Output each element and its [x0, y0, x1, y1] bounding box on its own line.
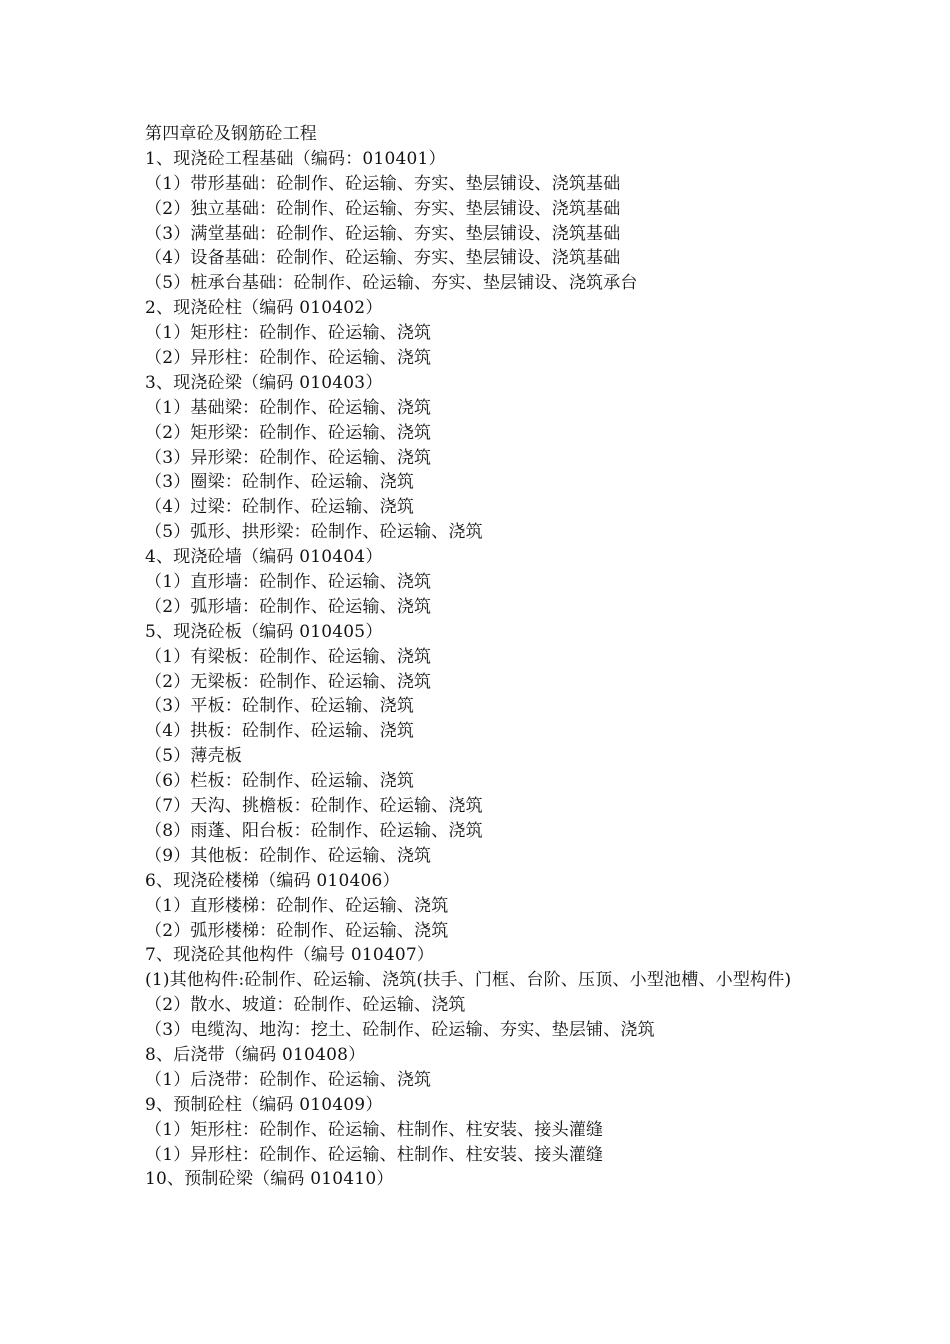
- page-title: 第四章砼及钢筋砼工程: [145, 124, 317, 144]
- section-heading: 4、现浇砼墙（编码 010404）: [145, 547, 383, 568]
- list-item: （1）矩形柱：砼制作、砼运输、柱制作、柱安装、接头灌缝: [145, 1119, 604, 1140]
- list-item: （4）设备基础：砼制作、砼运输、夯实、垫层铺设、浇筑基础: [145, 248, 621, 269]
- section-heading: 6、现浇砼楼梯（编码 010406）: [145, 870, 400, 891]
- list-item: （2）异形柱：砼制作、砼运输、浇筑: [145, 348, 432, 369]
- list-item: （6）栏板：砼制作、砼运输、浇筑: [145, 771, 415, 792]
- document-page: [145, 122, 825, 1192]
- list-item: （2）散水、坡道：砼制作、砼运输、浇筑: [145, 995, 466, 1016]
- list-item: （1）有梁板：砼制作、砼运输、浇筑: [145, 646, 432, 667]
- section-heading: 9、预制砼柱（编码 010409）: [145, 1094, 383, 1115]
- list-item: （1）异形柱：砼制作、砼运输、柱制作、柱安装、接头灌缝: [145, 1144, 604, 1165]
- section-heading: 5、现浇砼板（编码 010405）: [145, 621, 383, 642]
- list-item: （9）其他板：砼制作、砼运输、浇筑: [145, 845, 432, 866]
- list-item: （5）桩承台基础：砼制作、砼运输、夯实、垫层铺设、浇筑承台: [145, 273, 638, 294]
- list-item: （1）带形基础：砼制作、砼运输、夯实、垫层铺设、浇筑基础: [145, 173, 621, 194]
- list-item: （4）过梁：砼制作、砼运输、浇筑: [145, 497, 415, 518]
- list-item: （7）天沟、挑檐板：砼制作、砼运输、浇筑: [145, 796, 483, 817]
- list-item: （8）雨蓬、阳台板：砼制作、砼运输、浇筑: [145, 820, 483, 841]
- list-item: （2）无梁板：砼制作、砼运输、浇筑: [145, 671, 432, 692]
- section-heading: 2、现浇砼柱（编码 010402）: [145, 298, 383, 319]
- list-item: （2）矩形梁：砼制作、砼运输、浇筑: [145, 422, 432, 443]
- list-item: （1）直形楼梯：砼制作、砼运输、浇筑: [145, 895, 449, 916]
- section-heading: 1、现浇砼工程基础（编码：010401）: [145, 148, 446, 169]
- list-item: （5）弧形、拱形梁：砼制作、砼运输、浇筑: [145, 522, 483, 543]
- list-item: （5）薄壳板: [145, 746, 243, 767]
- list-item: （2）弧形墙：砼制作、砼运输、浇筑: [145, 596, 432, 617]
- list-item: （3）满堂基础：砼制作、砼运输、夯实、垫层铺设、浇筑基础: [145, 223, 621, 244]
- list-item: （3）异形梁：砼制作、砼运输、浇筑: [145, 447, 432, 468]
- section-heading: 8、后浇带（编码 010408）: [145, 1044, 366, 1065]
- list-item: （1）矩形柱：砼制作、砼运输、浇筑: [145, 323, 432, 344]
- list-item: （2）独立基础：砼制作、砼运输、夯实、垫层铺设、浇筑基础: [145, 198, 621, 219]
- section-heading: 7、现浇砼其他构件（编号 010407）: [145, 945, 435, 966]
- list-item: （3）圈梁：砼制作、砼运输、浇筑: [145, 472, 415, 493]
- section-heading: 10、预制砼梁（编码 010410）: [145, 1169, 394, 1190]
- list-item: （3）电缆沟、地沟：挖土、砼制作、砼运输、夯实、垫层铺、浇筑: [145, 1020, 655, 1041]
- list-item: （1）直形墙：砼制作、砼运输、浇筑: [145, 572, 432, 593]
- list-item: (1)其他构件:砼制作、砼运输、浇筑(扶手、门框、台阶、压顶、小型池槽、小型构件): [145, 970, 792, 991]
- section-heading: 3、现浇砼梁（编码 010403）: [145, 372, 383, 393]
- list-item: （2）弧形楼梯：砼制作、砼运输、浇筑: [145, 920, 449, 941]
- list-item: （3）平板：砼制作、砼运输、浇筑: [145, 696, 415, 717]
- list-item: （1）基础梁：砼制作、砼运输、浇筑: [145, 397, 432, 418]
- list-item: （4）拱板：砼制作、砼运输、浇筑: [145, 721, 415, 742]
- list-item: （1）后浇带：砼制作、砼运输、浇筑: [145, 1069, 432, 1090]
